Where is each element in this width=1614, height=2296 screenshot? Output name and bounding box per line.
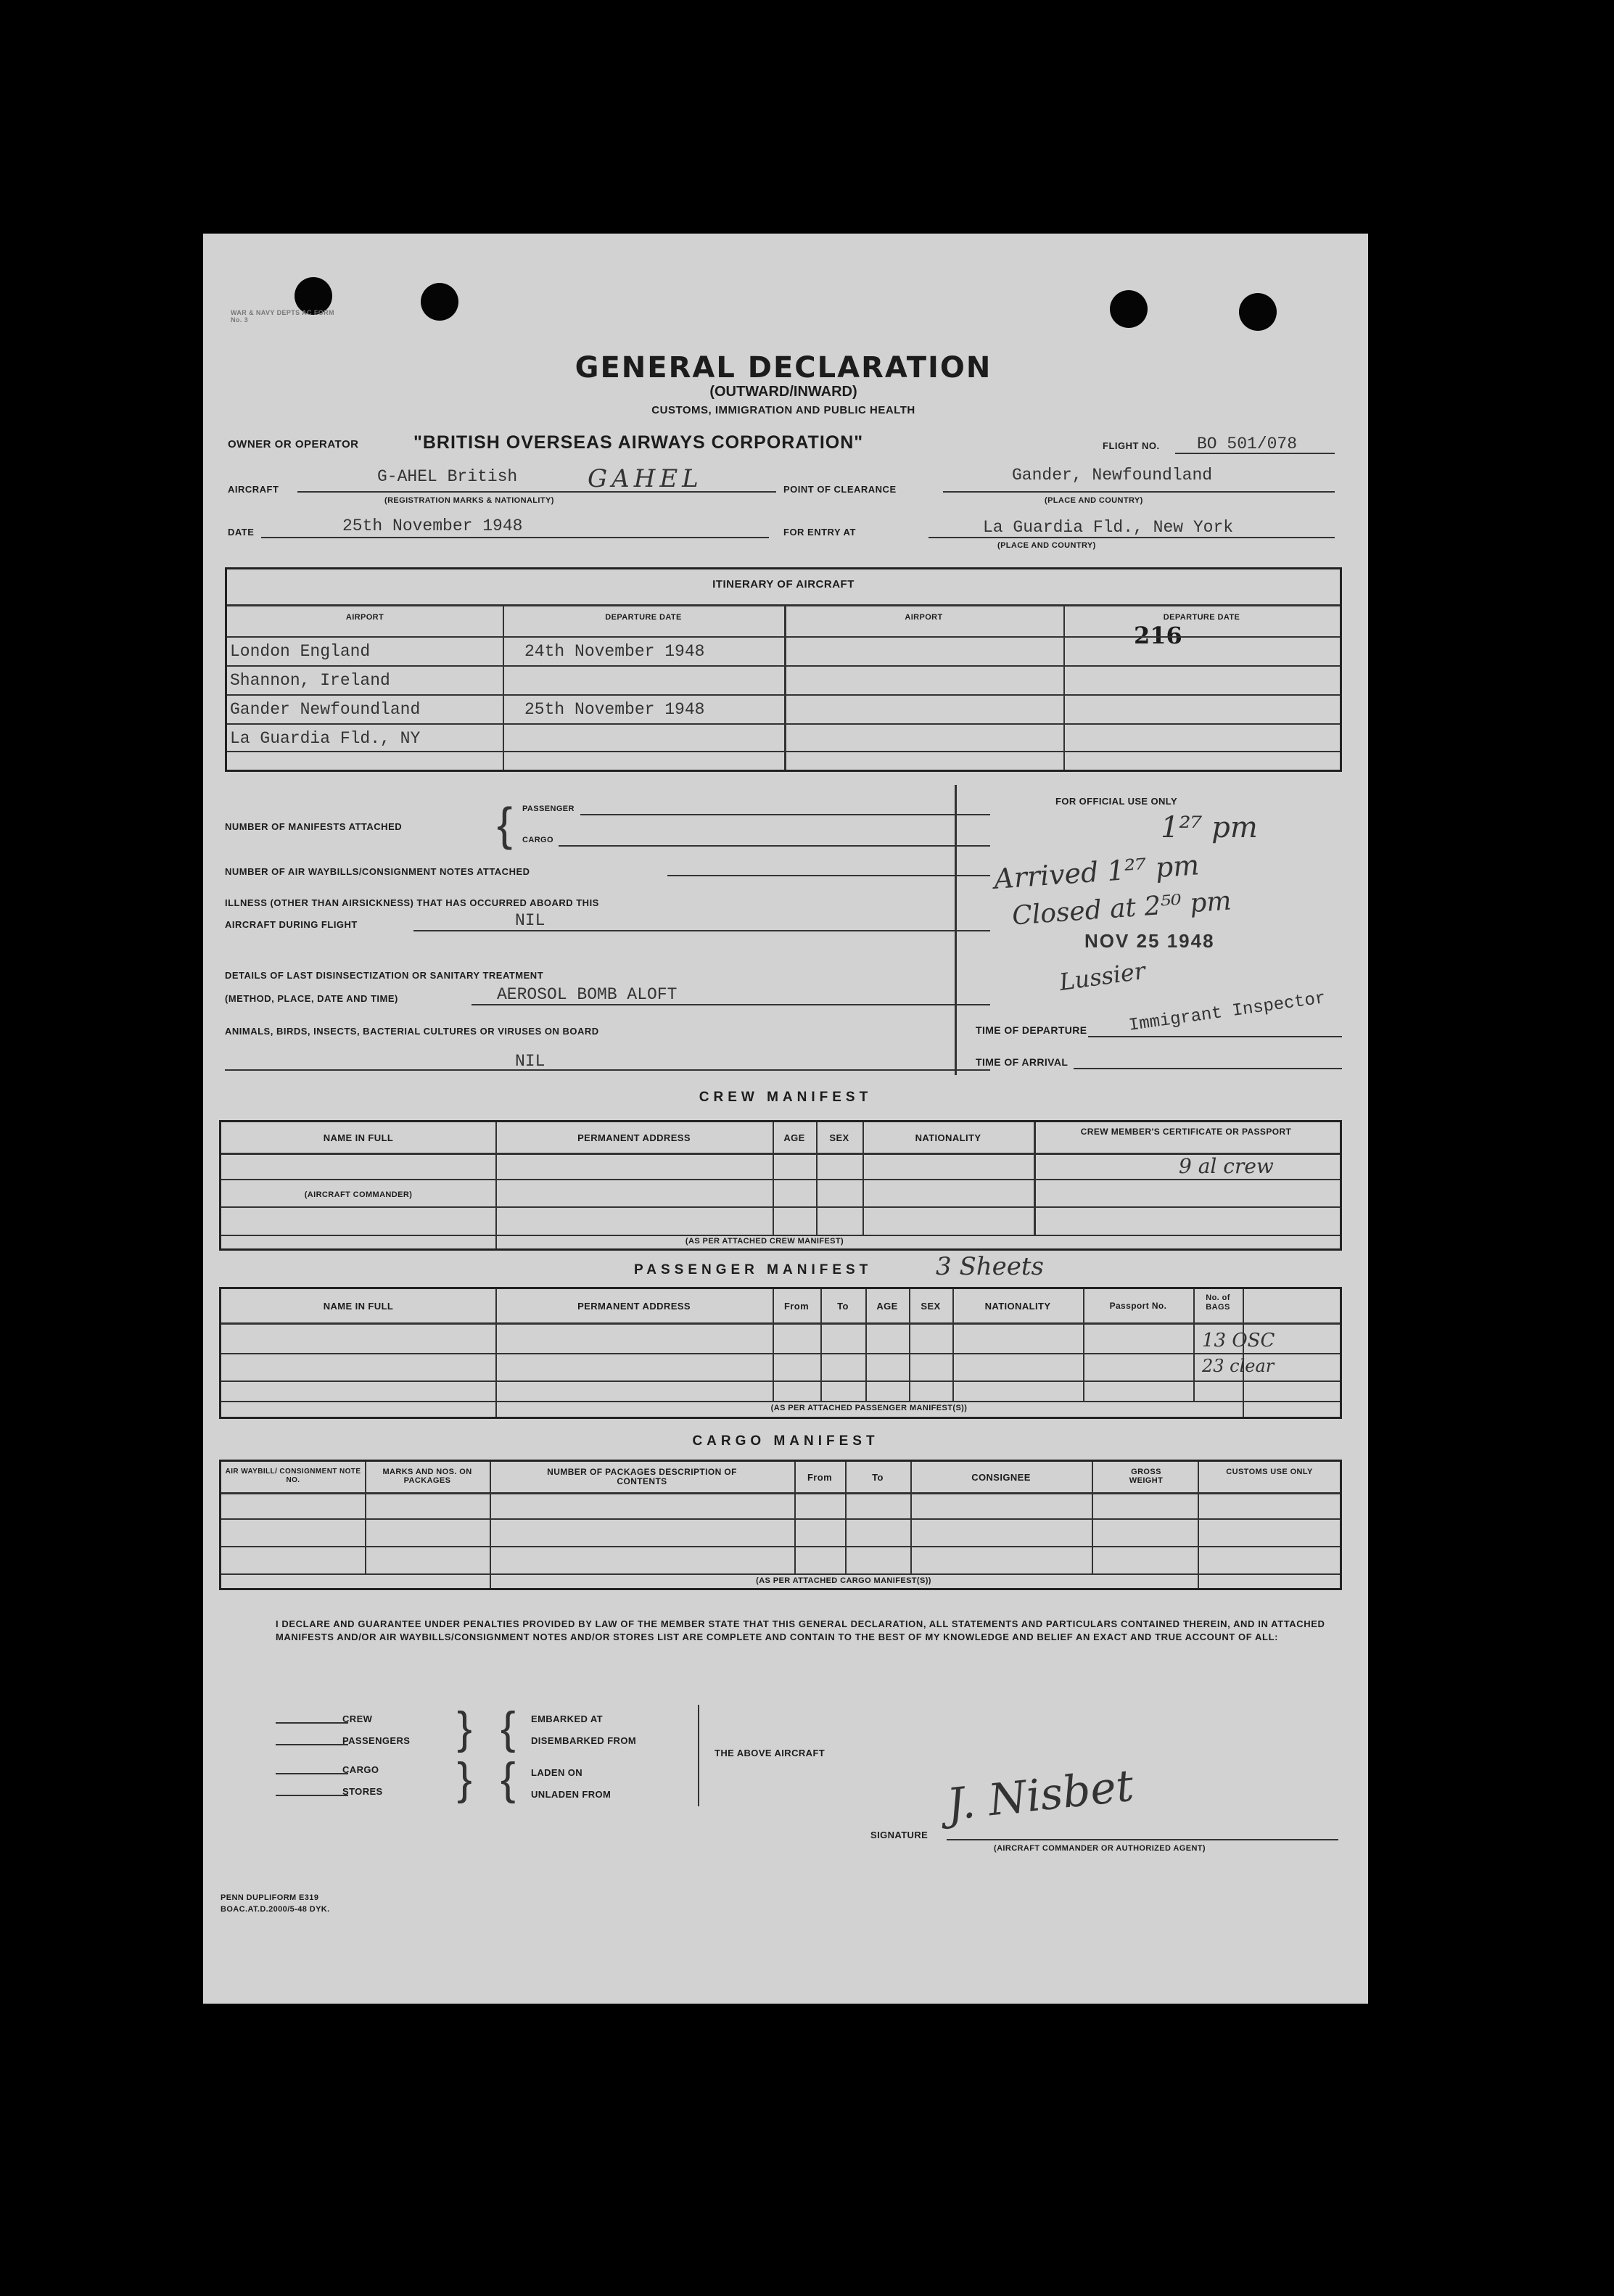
crew-commander-label: (AIRCRAFT COMMANDER) [304, 1190, 413, 1199]
cargo-count-label: CARGO [522, 836, 553, 844]
clearance-underline [943, 491, 1335, 493]
punch-hole-3 [1110, 290, 1148, 328]
crew-row-rule [221, 1153, 1340, 1155]
official-departure-label: TIME OF DEPARTURE [976, 1024, 1087, 1036]
itinerary-header-airport-2: AIRPORT [905, 613, 943, 622]
disinsect-line [472, 1004, 990, 1005]
crew-count-line [276, 1722, 348, 1724]
crew-header-age: AGE [783, 1132, 805, 1143]
count-above-aircraft: THE ABOVE AIRCRAFT [715, 1748, 825, 1758]
official-inspector-stamp: Immigrant Inspector [1127, 989, 1327, 1036]
passenger-count-label: PASSENGER [522, 805, 575, 813]
itinerary-airport: London England [230, 642, 371, 661]
clearance-value: Gander, Newfoundland [1012, 466, 1213, 485]
itinerary-date: 25th November 1948 [524, 700, 705, 719]
signature-line [947, 1839, 1338, 1840]
itinerary-row-rule-4 [227, 723, 1340, 725]
cargo-col-rule [1198, 1462, 1199, 1588]
cargo-note: (AS PER ATTACHED CARGO MANIFEST(S)) [756, 1576, 931, 1585]
passenger-row-rule [221, 1322, 1340, 1325]
official-arrival-line [1074, 1068, 1342, 1069]
cargo-col-rule [365, 1462, 366, 1573]
cargo-header-from: From [807, 1472, 833, 1483]
count-brace-4: { [501, 1754, 516, 1804]
declaration-text: I DECLARE AND GUARANTEE UNDER PENALTIES PROVIDED BY LAW OF THE MEMBER STATE THAT THIS GENERAL DECLARATION, ALL STATEMENTS AND PARTICULARS CONTAINED THEREIN, AND IN ATTACHED MANIFESTS AND/OR AIR WAYBILLS/CONSIGNMENT NOTES AND/OR STORES LIST ARE COMPLETE AND CONTAIN TO THE BEST OF MY KNOWLEDGE AND BELIEF AN EXACT AND TRUE ACCOUNT OF ALL: [276, 1618, 1325, 1642]
itinerary-col-rule-3 [1063, 604, 1065, 770]
official-arrival-label: TIME OF ARRIVAL [976, 1056, 1069, 1068]
passenger-row-rule [221, 1401, 1340, 1402]
passenger-bags-hand-1: 13 OSC [1202, 1330, 1275, 1351]
count-divider [698, 1705, 699, 1806]
form-subtitle-2: CUSTOMS, IMMIGRATION AND PUBLIC HEALTH [651, 404, 915, 416]
declaration-form [203, 234, 1368, 2004]
itinerary-airport: La Guardia Fld., NY [230, 729, 421, 748]
flight-value: BO 501/078 [1197, 435, 1298, 453]
passenger-row-rule [221, 1353, 1340, 1354]
passenger-header-nationality: NATIONALITY [984, 1301, 1051, 1312]
cargo-row-rule [221, 1573, 1340, 1575]
itinerary-col-rule-1 [503, 604, 504, 770]
passenger-header-from: From [783, 1301, 810, 1312]
aircraft-underline [297, 491, 776, 493]
cargo-count-total-line [276, 1773, 348, 1774]
flight-underline [1175, 453, 1335, 454]
crew-row-rule [221, 1206, 1340, 1208]
signature-handwritten: J. Nisbet [944, 1760, 1136, 1831]
aircraft-label: AIRCRAFT [228, 484, 279, 495]
count-embarked-label: EMBARKED AT [531, 1713, 604, 1724]
waybills-line [667, 875, 990, 876]
entry-sublabel: (PLACE AND COUNTRY) [997, 541, 1096, 550]
count-crew-label: CREW [342, 1713, 373, 1724]
official-date-stamp: NOV 25 1948 [1084, 930, 1215, 952]
entry-underline [929, 537, 1335, 538]
manifests-label: NUMBER OF MANIFESTS ATTACHED [225, 821, 403, 832]
official-hand-closed: Closed at 2⁵⁰ pm [1010, 886, 1232, 931]
itinerary-airport: Gander Newfoundland [230, 700, 421, 719]
itinerary-title: ITINERARY OF AIRCRAFT [712, 578, 855, 591]
passenger-title: PASSENGER MANIFEST [634, 1262, 873, 1277]
itinerary-airport: Shannon, Ireland [230, 671, 390, 690]
itinerary-header-airport-1: AIRPORT [345, 613, 384, 622]
official-label: FOR OFFICIAL USE ONLY [1055, 796, 1178, 807]
itinerary-title-rule [227, 604, 1340, 606]
date-underline [261, 537, 769, 538]
passenger-header-age: AGE [876, 1301, 898, 1312]
cargo-row-rule [221, 1492, 1340, 1494]
waybills-label: NUMBER OF AIR WAYBILLS/CONSIGNMENT NOTES ATTACHED [225, 866, 530, 877]
illness-value: NIL [515, 911, 545, 930]
date-value: 25th November 1948 [342, 517, 523, 535]
count-passengers-label: PASSENGERS [342, 1735, 411, 1746]
disinsect-label-2: (METHOD, PLACE, DATE AND TIME) [225, 993, 398, 1004]
owner-label: OWNER OR OPERATOR [228, 438, 359, 450]
form-title: GENERAL DECLARATION [575, 351, 992, 384]
passenger-count-line [580, 814, 990, 815]
cargo-title: CARGO MANIFEST [692, 1433, 879, 1449]
count-brace-3: } [457, 1754, 472, 1804]
itinerary-row-rule-5 [227, 751, 1340, 752]
crew-note: (AS PER ATTACHED CREW MANIFEST) [685, 1237, 844, 1246]
itinerary-header-date-1: DEPARTURE DATE [605, 613, 682, 622]
punch-hole-2 [421, 283, 458, 321]
cargo-count-line [559, 845, 990, 847]
itinerary-row-rule-1 [227, 636, 1340, 638]
itinerary-row-rule-2 [227, 665, 1340, 667]
crew-table [219, 1120, 1342, 1251]
passengers-count-line [276, 1744, 348, 1745]
passenger-table [219, 1287, 1342, 1419]
official-departure-line [1088, 1036, 1342, 1037]
disinsect-value: AEROSOL BOMB ALOFT [497, 985, 678, 1004]
passenger-header-to: To [837, 1301, 849, 1312]
count-brace-1: } [457, 1703, 472, 1753]
crew-header-nationality: NATIONALITY [915, 1132, 981, 1143]
itinerary-col-rule-2 [784, 604, 786, 770]
aircraft-handwritten: GAHEL [588, 464, 703, 493]
count-cargo-label: CARGO [342, 1764, 379, 1775]
cargo-table [219, 1460, 1342, 1590]
form-subtitle: (OUTWARD/INWARD) [709, 384, 857, 400]
crew-header-name: NAME IN FULL [323, 1132, 394, 1143]
cargo-header-consignee: CONSIGNEE [971, 1472, 1031, 1483]
cargo-header-marks: MARKS AND NOS. ON PACKAGES [382, 1468, 472, 1485]
signature-label: SIGNATURE [870, 1830, 929, 1840]
official-hand-arrived: Arrived 1²⁷ pm [992, 849, 1201, 895]
count-laden-label: LADEN ON [531, 1767, 583, 1778]
itinerary-date: 24th November 1948 [524, 642, 705, 661]
crew-hand-note: 9 al crew [1179, 1154, 1274, 1178]
count-brace-2: { [501, 1703, 516, 1753]
illness-label-1: ILLNESS (OTHER THAN AIRSICKNESS) THAT HAS OCCURRED ABOARD THIS [225, 897, 599, 908]
animals-line [225, 1069, 990, 1071]
clearance-label: POINT OF CLEARANCE [783, 484, 897, 495]
official-signature: Lussier [1057, 956, 1148, 997]
animals-label: ANIMALS, BIRDS, INSECTS, BACTERIAL CULTURES OR VIRUSES ON BOARD [225, 1026, 599, 1037]
itinerary-row-rule-3 [227, 694, 1340, 696]
entry-value: La Guardia Fld., New York [983, 518, 1234, 537]
passenger-header-passport: Passport No. [1109, 1301, 1167, 1311]
footer-line-1: PENN DUPLIFORM E319 [221, 1893, 319, 1902]
cargo-header-weight: GROSS WEIGHT [1129, 1468, 1164, 1485]
itinerary-header-date-2: DEPARTURE DATE [1163, 613, 1240, 622]
cargo-row-rule [221, 1518, 1340, 1520]
passenger-header-sex: SEX [921, 1301, 941, 1312]
crew-row-rule [221, 1179, 1340, 1180]
crew-header-certificate: CREW MEMBER'S CERTIFICATE OR PASSPORT [1080, 1127, 1292, 1137]
cargo-row-rule [221, 1546, 1340, 1547]
cargo-header-waybill: AIR WAYBILL/ CONSIGNMENT NOTE NO. [225, 1468, 361, 1484]
count-stores-label: STORES [342, 1786, 383, 1797]
aircraft-value: G-AHEL British [377, 467, 518, 486]
passenger-header-bags: No. of BAGS [1206, 1293, 1230, 1312]
illness-line [413, 930, 990, 931]
itinerary-table [225, 567, 1342, 772]
manifests-brace: { [497, 798, 513, 850]
crew-row-rule [221, 1235, 1340, 1236]
crew-header-sex: SEX [829, 1132, 849, 1143]
passenger-header-name: NAME IN FULL [323, 1301, 394, 1312]
signature-sublabel: (AIRCRAFT COMMANDER OR AUTHORIZED AGENT) [994, 1844, 1206, 1853]
count-unladen-label: UNLADEN FROM [531, 1789, 612, 1800]
crew-header-address: PERMANENT ADDRESS [577, 1132, 691, 1143]
cargo-header-to: To [872, 1472, 884, 1483]
owner-value: "BRITISH OVERSEAS AIRWAYS CORPORATION" [413, 432, 864, 453]
passenger-bags-hand-2: 23 clear [1202, 1356, 1275, 1376]
passenger-col-rule [1193, 1289, 1195, 1401]
flight-label: FLIGHT NO. [1103, 440, 1160, 451]
cargo-col-rule [1092, 1462, 1093, 1573]
stores-count-line [276, 1795, 348, 1796]
official-divider [955, 785, 957, 1075]
form-code: WAR & NAVY DEPTS AC FORM No. 3 [231, 309, 334, 324]
footer-line-2: BOAC.AT.D.2000/5-48 DYK. [221, 1905, 330, 1914]
disinsect-label-1: DETAILS OF LAST DISINSECTIZATION OR SANITARY TREATMENT [225, 970, 544, 981]
aircraft-sublabel: (REGISTRATION MARKS & NATIONALITY) [384, 496, 554, 505]
cargo-header-packages: NUMBER OF PACKAGES DESCRIPTION OF CONTENTS [547, 1467, 737, 1486]
passenger-note: (AS PER ATTACHED PASSENGER MANIFEST(S)) [770, 1404, 968, 1412]
cargo-col-rule [490, 1462, 491, 1588]
clearance-sublabel: (PLACE AND COUNTRY) [1045, 496, 1143, 505]
passenger-hand-title: 3 Sheets [936, 1252, 1044, 1281]
count-disembarked-label: DISEMBARKED FROM [531, 1735, 637, 1746]
animals-value: NIL [515, 1052, 545, 1071]
date-label: DATE [228, 527, 255, 538]
entry-label: FOR ENTRY AT [783, 527, 856, 538]
illness-label-2: AIRCRAFT DURING FLIGHT [225, 919, 358, 930]
passenger-header-address: PERMANENT ADDRESS [577, 1301, 691, 1312]
official-hand-time: 1²⁷ pm [1161, 811, 1258, 844]
itinerary-stamp-number: 216 [1134, 622, 1182, 649]
passenger-row-rule [221, 1381, 1340, 1382]
cargo-header-customs: CUSTOMS USE ONLY [1226, 1468, 1313, 1476]
punch-hole-4 [1239, 293, 1277, 331]
crew-title: CREW MANIFEST [699, 1090, 873, 1105]
